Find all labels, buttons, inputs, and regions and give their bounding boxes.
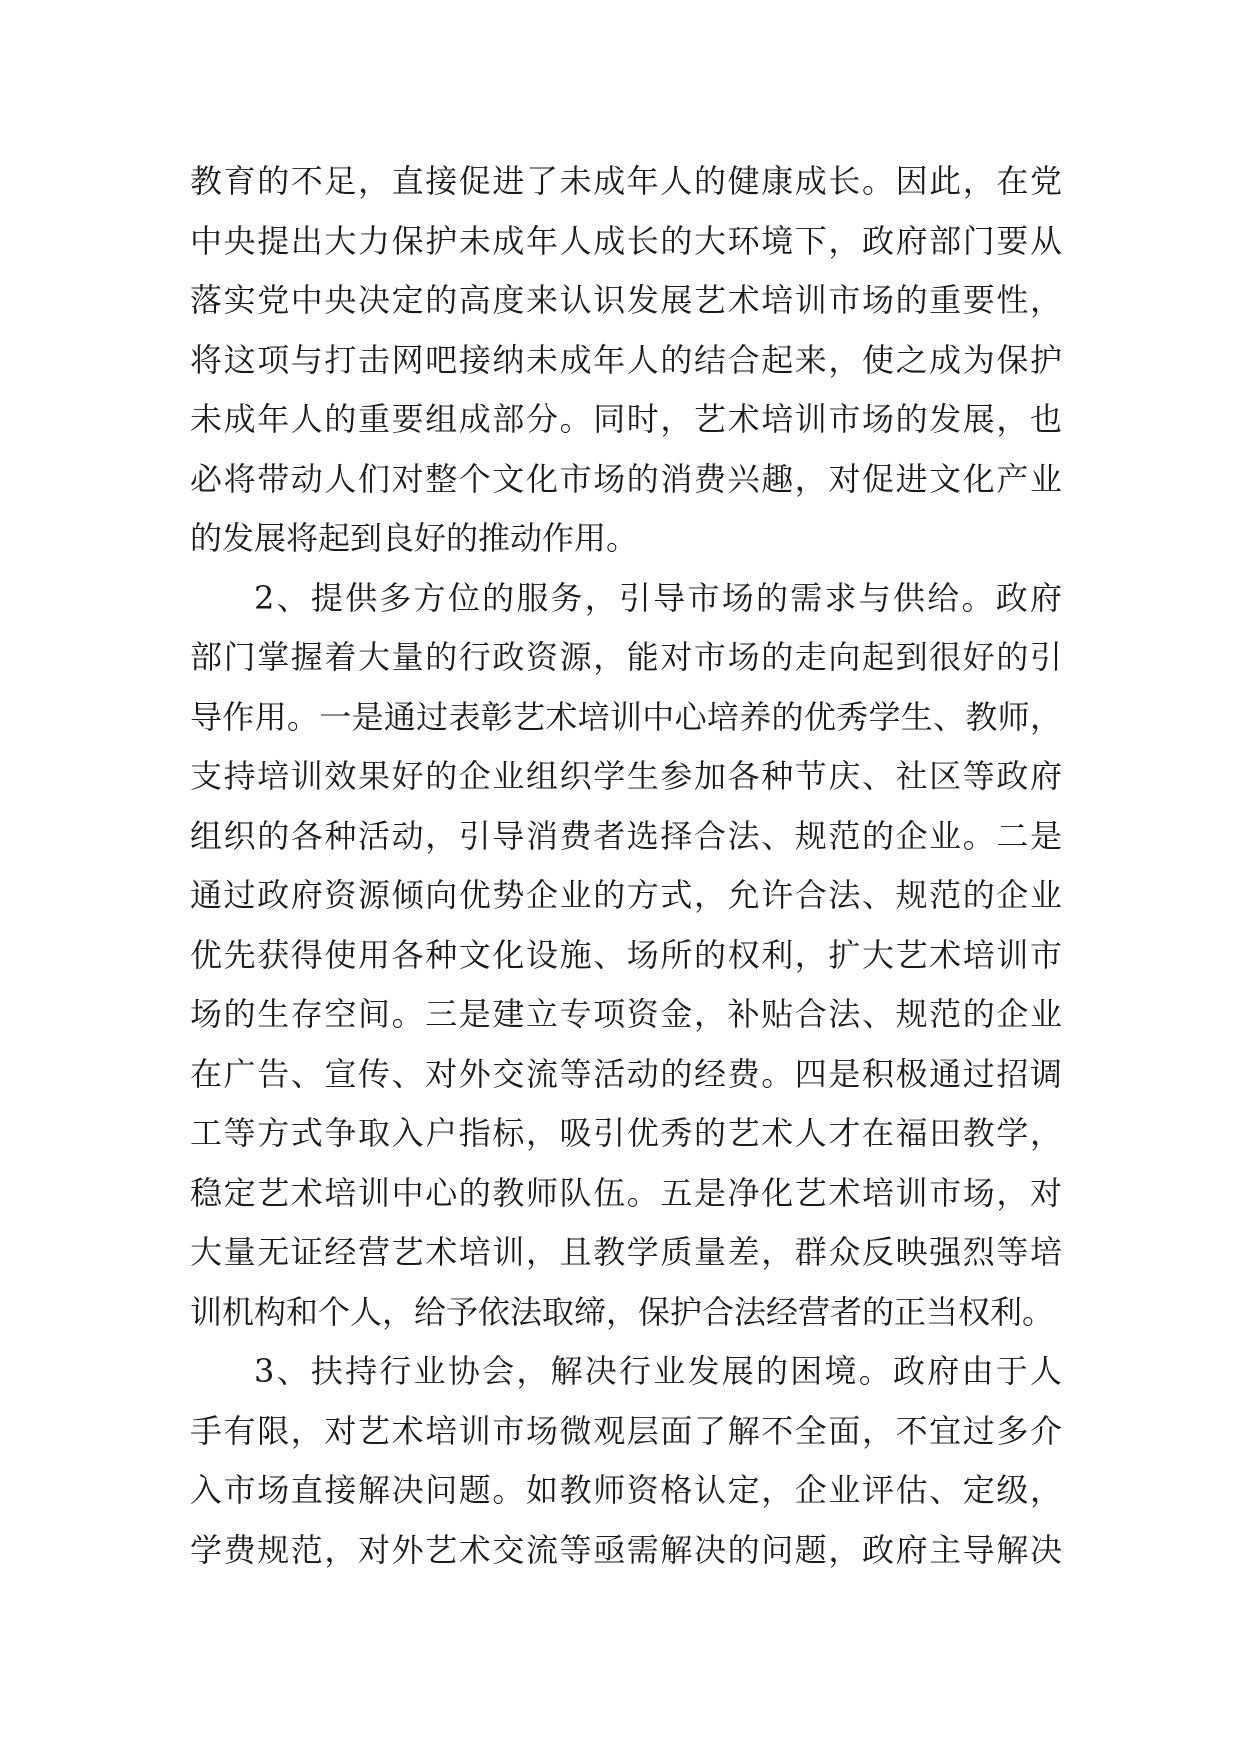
text-line: 支持培训效果好的企业组织学生参加各种节庆、社区等政府	[190, 757, 1062, 795]
text-line: 稳定艺术培训中心的教师队伍。五是净化艺术培训市场，对	[190, 1173, 1062, 1212]
text-line: 部门掌握着大量的行政资源，能对市场的走向起到很好的引	[190, 638, 1062, 676]
text-line: 的发展将起到良好的推动作用。	[190, 519, 639, 557]
text-line: 未成年人的重要组成部分。同时，艺术培训市场的发展，也	[190, 400, 1062, 438]
text-line: 将这项与打击网吧接纳未成年人的结合起来，使之成为保护	[190, 340, 1062, 379]
text-line: 必将带动人们对整个文化市场的消费兴趣，对促进文化产业	[190, 459, 1062, 498]
text-line: 导作用。一是通过表彰艺术培训中心培养的优秀学生、教师，	[190, 697, 1062, 736]
text-line: 3、扶持行业协会，解决行业发展的困境。政府由于人	[254, 1352, 1062, 1390]
text-line: 中央提出大力保护未成年人成长的大环境下，政府部门要从	[190, 221, 1062, 260]
text-line: 工等方式争取入户指标，吸引优秀的艺术人才在福田教学，	[190, 1114, 1062, 1152]
text-line: 入市场直接解决问题。如教师资格认定，企业评估、定级，	[190, 1471, 1062, 1509]
text-line: 优先获得使用各种文化设施、场所的权利，扩大艺术培训市	[190, 935, 1062, 974]
text-line: 落实党中央决定的高度来认识发展艺术培训市场的重要性，	[190, 281, 1062, 319]
text-line: 通过政府资源倾向优势企业的方式，允许合法、规范的企业	[190, 876, 1062, 914]
text-line: 手有限，对艺术培训市场微观层面了解不全面，不宜过多介	[190, 1411, 1062, 1450]
text-line: 训机构和个人，给予依法取缔，保护合法经营者的正当权利。	[190, 1292, 1055, 1331]
text-line: 2、提供多方位的服务，引导市场的需求与供给。政府	[254, 578, 1062, 617]
text-line: 场的生存空间。三是建立专项资金，补贴合法、规范的企业	[190, 995, 1062, 1033]
text-line: 在广告、宣传、对外交流等活动的经费。四是积极通过招调	[190, 1054, 1062, 1093]
text-line: 教育的不足，直接促进了未成年人的健康成长。因此，在党	[190, 162, 1062, 200]
text-line: 组织的各种活动，引导消费者选择合法、规范的企业。二是	[190, 816, 1062, 855]
text-line: 大量无证经营艺术培训，且教学质量差，群众反映强烈等培	[190, 1233, 1062, 1271]
text-line: 学费规范，对外艺术交流等亟需解决的问题，政府主导解决	[190, 1530, 1062, 1569]
body-text	[190, 152, 1062, 1580]
